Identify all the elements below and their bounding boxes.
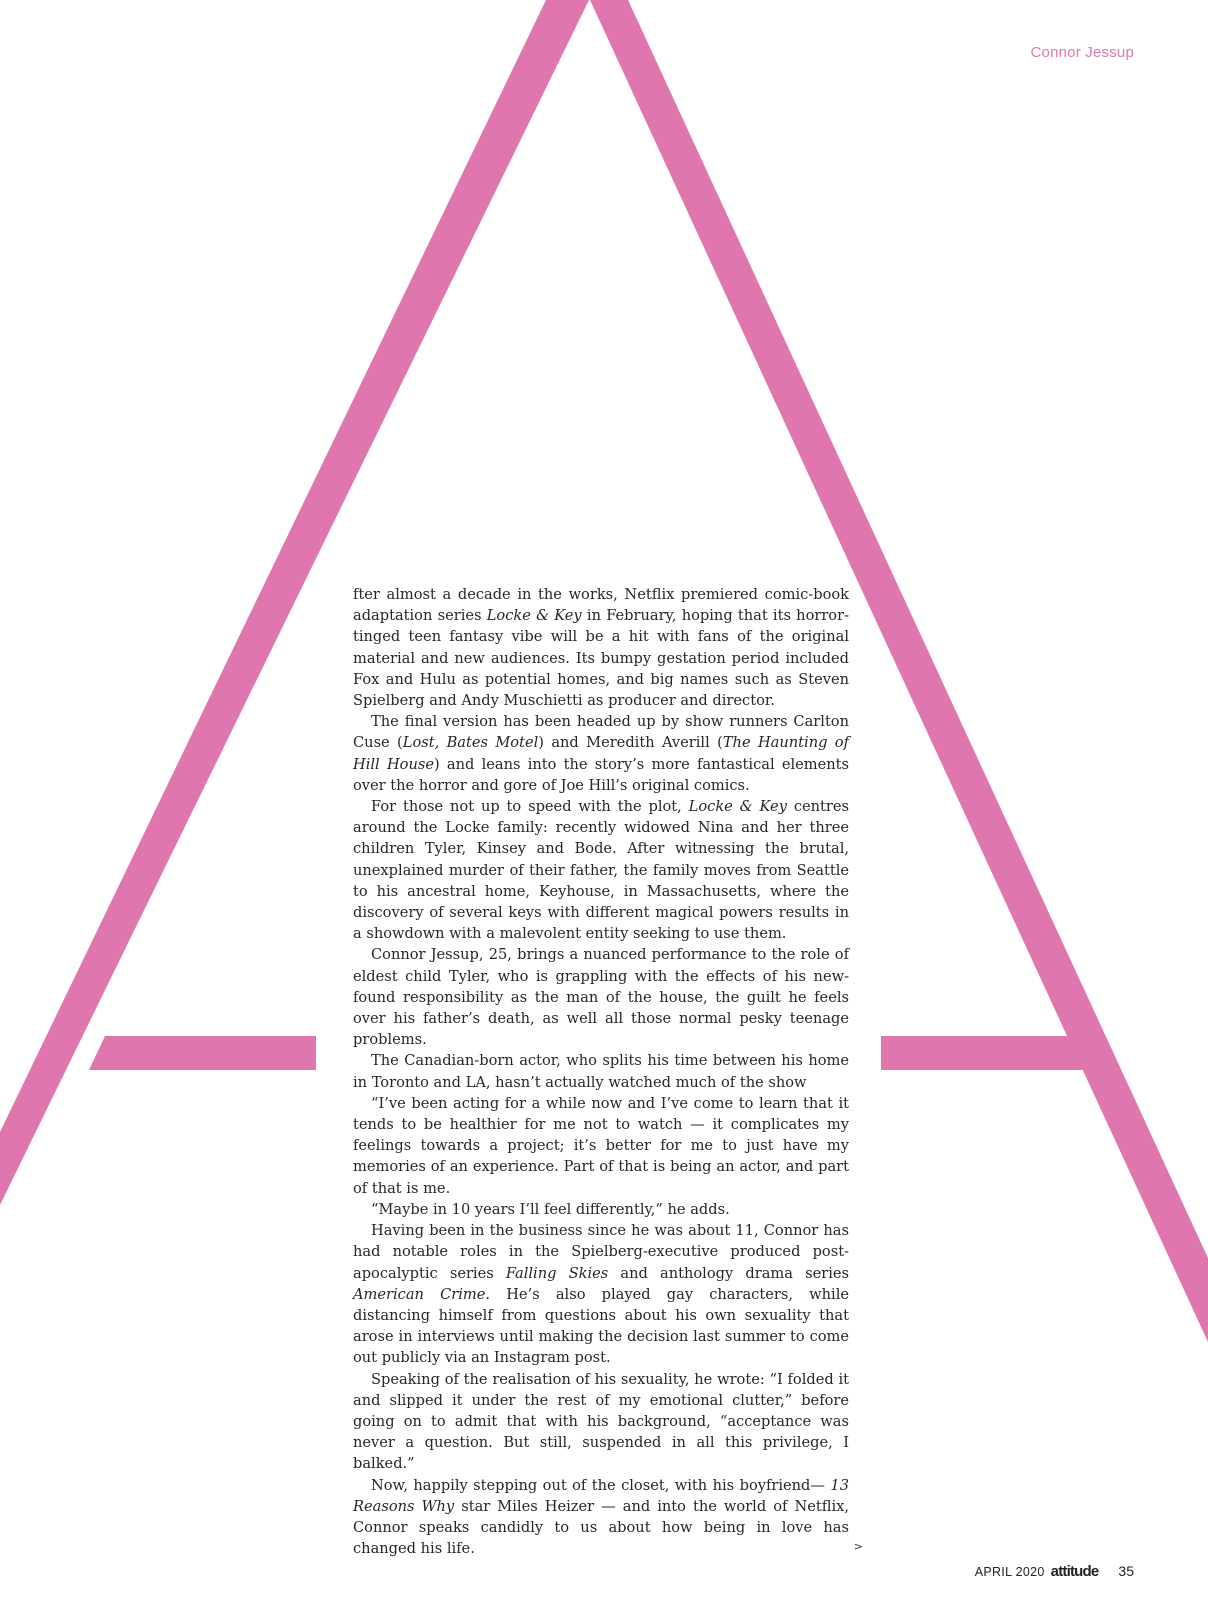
article-paragraph: For those not up to speed with the plot, Locke & Key centres around the Locke family: recently widowed Nina and her three children Tyler, Kinsey and Bode. After witnessing the brutal, unexplained murder of their father, the family moves from Seattle to his ancestral home, Keyhouse, in Massachusetts, where the discovery of several keys with different magical powers results in a showdown with a malevolent entity seeking to use them. [353,798,849,943]
article-paragraph: Speaking of the realisation of his sexuality, he wrote: “I folded it and slipped it under the rest of my emotional clutter,” before going on to admit that with his background, “acceptance was never a question. But still, suspended in all this privilege, I balked.” [353,1370,849,1473]
issue-date: APRIL 2020 [974,1565,1045,1579]
article-paragraph-text: Now, happily stepping out of the closet, with his boyfriend— 13 Reasons Why star Miles Heizer — and into the world of Netflix, Connor speaks candidly to us about how being in love has changed his life. [353,1476,849,1558]
magazine-logo: attitude [1050,1563,1099,1580]
article-paragraph [353,1475,863,1560]
article-paragraph: Connor Jessup, 25, brings a nuanced performance to the role of eldest child Tyler, who is grappling with the effects of his new-found responsibility as the man of the house, the guilt he feels over his father’s death, as well all those normal pesky teenage problems. [353,946,849,1049]
page-number: 35 [1118,1563,1134,1579]
article-paragraph: Having been in the business since he was about 11, Connor has had notable roles in the Spielberg-executive produced post-apocalyptic series Falling Skies and anthology drama series American Crime. He’s also played gay characters, while distancing himself from questions about his own sexuality that arose in interviews until making the decision last summer to come out publicly via an Instagram post. [353,1222,849,1367]
article-body [353,584,863,1559]
article-paragraph: The Canadian-born actor, who splits his time between his home in Toronto and LA, hasn’t actually watched much of the show [353,1052,849,1091]
page-footer [975,1563,1134,1580]
article-paragraph: “I’ve been acting for a while now and I’ve come to learn that it tends to be healthier for me not to watch — it complicates my feelings towards a project; it’s better for me to just have my memories of an experience. Part of that is being an actor, and part of that is me. [353,1094,849,1197]
article-paragraph: “Maybe in 10 years I’ll feel differently,” he adds. [371,1200,730,1218]
article-paragraph: fter almost a decade in the works, Netflix premiered comic-book adaptation series Locke & Key in February, hoping that its horror-tinged teen fantasy vibe will be a hit with fans of the original material and new audiences. Its bumpy gestation period included Fox and Hulu as potential homes, and big names such as Steven Spielberg and Andy Muschietti as producer and director. [353,586,850,710]
running-head: Connor Jessup [1030,44,1134,61]
continue-arrow-icon: > [853,1540,863,1554]
article-paragraph: The final version has been headed up by show runners Carlton Cuse (Lost, Bates Motel) and Meredith Averill (The Haunting of Hill House) and leans into the story’s more fantastical elements over the horror and gore of Joe Hill’s original comics. [353,713,850,794]
